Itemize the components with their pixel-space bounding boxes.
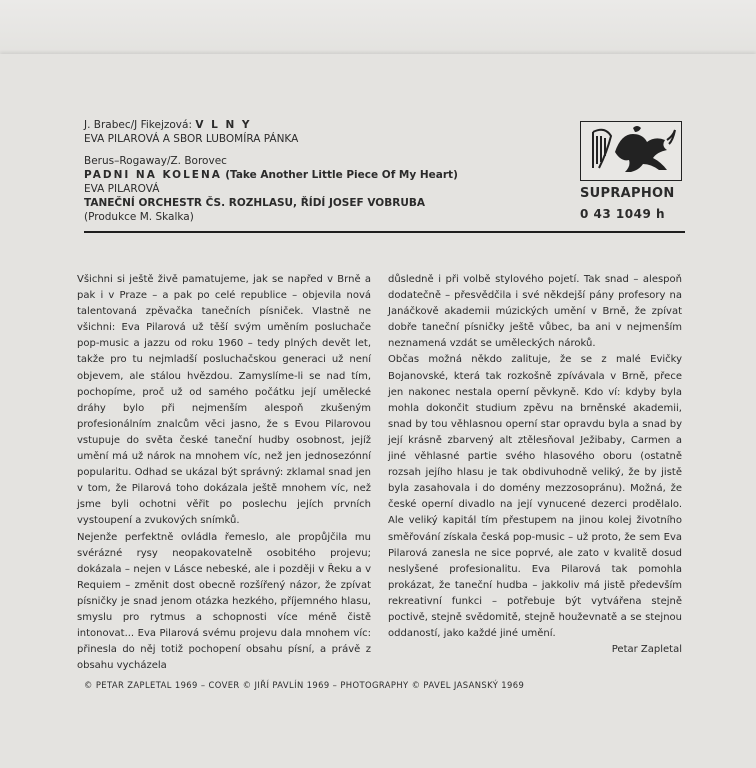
liner-paragraph: Občas možná někdo zalituje, že se z malé Evičky Bojanovské, která tak rozkošně zpívávala v Brně, přece jen nakonec nestala operní pěvkyně. Kdo ví: kdyby byla mohla dokončit studium zpěvu na brněnské akademii, snad by tou věhlasnou operní star opravdu byla a snad by její krásně zbarvený alt ztělesňoval Ježibaby, Carmen a jiné věhlasné partie svého hlasového oboru (ostatně rozsah jejího hlasu je tak obdivuhodně veliký, že by jistě byla zasahovala i do domény mezzosopránu). Možná, že české operní divadlo na její vynucené dezerci prodělalo. Ale veliký kapitál tím přestupem na jinou kolej životního směřování získala česká pop-music – už proto, že sem Eva Pilarová zanesla ne sice poprvé, ale zato v kvalitě dosud neslyšené profesionalitu. Eva Pilarová tak pomohla prokázat, že taneční hudba – jakkoliv má jistě především rekreativní funkci – potřebuje být vytvářena stejně poctivě, stejně svědomitě, stejně houževnatě a se stejnou oddaností, jako každé jiné umění. xyxy=(388,354,682,640)
track-2-title-line xyxy=(84,168,574,182)
liner-paragraph: důsledně i při volbě stylového pojetí. Tak snad – alespoň dodatečně – přesvědčila i své někdejší pány profesory na Janáčkově akademii múzických umění v Brně, že zpívat dobře taneční písničky ještě vůbec, ba ani v nejmenším neznamená vzdát se uměleckých nároků. xyxy=(388,274,682,350)
track-1-credits: J. Brabec/J Fikejzová: V L N Y xyxy=(84,119,252,131)
supraphon-lion-logo-icon xyxy=(580,121,682,181)
liner-paragraph: Nejenže perfektně ovládla řemeslo, ale propůjčila mu svérázné rysy neopakovatelně osobitého projevu; dokázala – nejen v Lásce nebeské, ale i později v Řeku a v Requiem – změnit dost obecně rozšířený názor, že zpívat písničky je snad jenom otázka hezkého, příjemného hlasu, smyslu pro rytmus a schopnosti více méně čistě intonovat... Eva Pilarová svému projevu dala mnohem víc: přinesla do něj totiž pochopení obsahu písní, a právě z obsahu vycházela xyxy=(77,531,371,672)
sleeve-top-strip xyxy=(0,0,756,56)
header-divider xyxy=(84,231,685,233)
track-credits xyxy=(84,118,574,224)
track-1-title: V L N Y xyxy=(195,119,252,131)
track-1-performers: EVA PILAROVÁ A SBOR LUBOMÍRA PÁNKA xyxy=(84,133,299,145)
liner-paragraph: Všichni si ještě živě pamatujeme, jak se napřed v Brně a pak i v Praze – a pak po celé republice – objevila nová talentovaná zpěvačka tanečních písniček. Vlastně ne všichni: Eva Pilarová už těší svým uměním posluchače pop-music a jazzu od roku 1960 – tedy plných devět let, takže pro tu nejmladší posluchačskou generaci už není objevem, ale stálou hvězdou. Zamyslíme-li se nad tím, pochopíme, proč už od samého počátku její umělecké dráhy bylo při nejmenším alespoň zkušeným profesionálním znalcům věci jasno, že s Evou Pilarovou vstupuje do světa české taneční hudby osobnost, jejíž umění má už nárok na mnohem víc, než jen jednosezónní popularitu. Odhad se ukázal být správný: zklamal snad jen v tom, že Pilarová toho dokázala ještě mnohem víc, než jsme byli ochotni věřit po poslechu jejích prvních vystoupení a zvukových snímků. xyxy=(77,274,371,527)
track-2-title: PADNI NA KOLENA xyxy=(84,169,222,181)
track-2-orchestra: TANEČNÍ ORCHESTR ČS. ROZHLASU, ŘÍDÍ JOSEF VOBRUBA xyxy=(84,197,425,209)
copyright-footer: © PETAR ZAPLETAL 1969 – COVER © JIŘÍ PAVLÍN 1969 – PHOTOGRAPHY © PAVEL JASANSKÝ 1969 xyxy=(84,680,525,690)
author-signature: Petar Zapletal xyxy=(611,644,682,656)
track-2-original-title: (Take Another Little Piece Of My Heart) xyxy=(225,169,458,181)
catalog-number: 0 43 1049 h xyxy=(580,207,666,221)
production-credit: (Produkce M. Skalka) xyxy=(84,211,194,223)
track-2-authors: Berus–Rogaway/Z. Borovec xyxy=(84,155,227,167)
liner-notes-column-1 xyxy=(77,272,371,674)
liner-notes-column-2 xyxy=(388,272,682,658)
track-2-singer: EVA PILAROVÁ xyxy=(84,183,160,195)
label-brand: SUPRAPHON xyxy=(580,186,675,201)
